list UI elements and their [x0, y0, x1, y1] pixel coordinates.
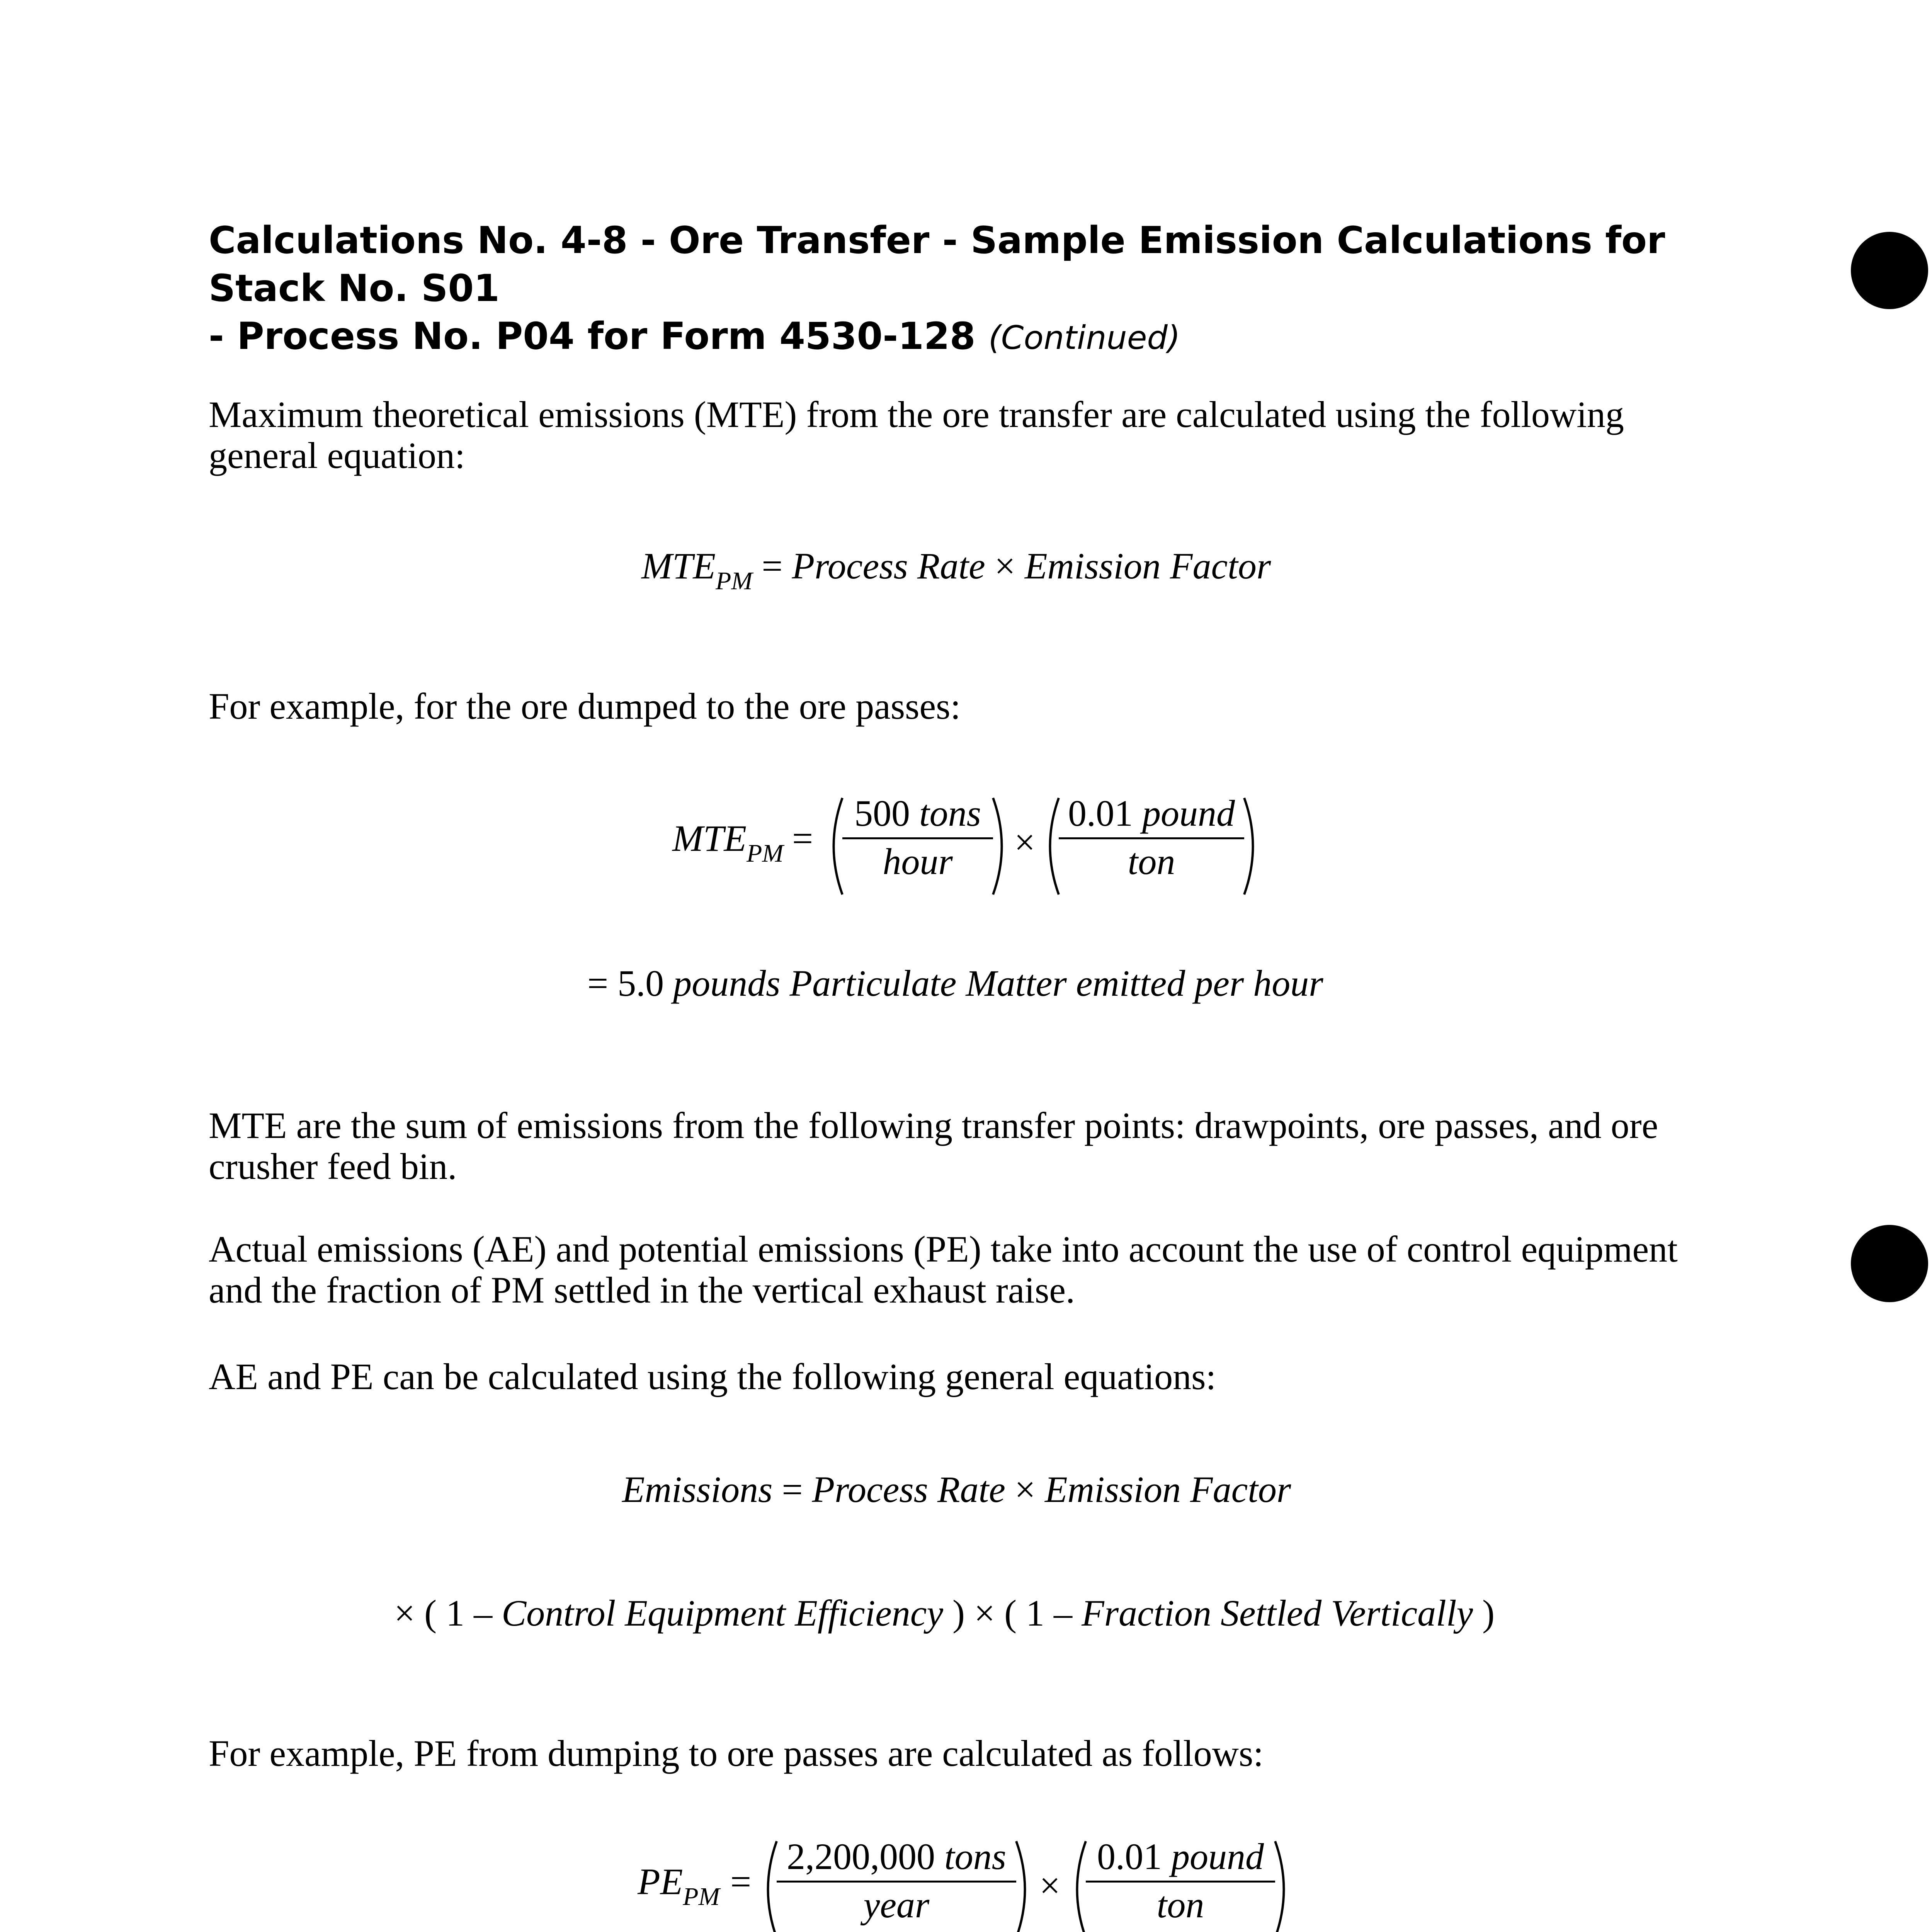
eq-fac-minus-1: –: [474, 1592, 493, 1634]
eq-ex-times: ×: [1014, 821, 1036, 863]
eq-em-equals: =: [782, 1469, 803, 1510]
binder-hole-middle: [1851, 1225, 1928, 1302]
eq-fac-close-1: ): [952, 1592, 965, 1634]
eq-pe-f1-num-unit: tons: [944, 1836, 1007, 1877]
eq-pe-f1-denominator: year: [863, 1884, 930, 1925]
eq-ex-lhs-sub: PM: [747, 839, 784, 867]
eq-ex-fraction-1: [842, 794, 993, 881]
eq-mte-lhs: MTE: [641, 545, 716, 587]
section-heading: [209, 216, 1754, 362]
eq-fac-open-2: ( 1: [1004, 1592, 1045, 1634]
eq-ex-f2-num-unit: pound: [1142, 793, 1235, 834]
eq-pe-lhs-sub: PM: [683, 1883, 720, 1911]
eq-pe-f1-numerator: [777, 1837, 1016, 1883]
eq-pe-equals: =: [730, 1861, 752, 1902]
eq-em-times: ×: [1014, 1469, 1036, 1510]
eq-mte-rhs-2: Emission Factor: [1024, 545, 1271, 587]
heading-line-1: Calculations No. 4-8 - Ore Transfer - Sample Emission Calculations for Stack No. S01: [209, 219, 1665, 310]
eq-fac-term-1: Control Equipment Efficiency: [502, 1592, 943, 1634]
eq-pe-paren-2-right: [1271, 1839, 1294, 1932]
eq-pe-f2-num-unit: pound: [1171, 1836, 1264, 1877]
eq-fac-term-2: Fraction Settled Vertically: [1082, 1592, 1473, 1634]
eq-pe-f1-num-value: 2,200,000: [786, 1836, 935, 1877]
eq-ex-paren-1-right: [989, 796, 1012, 896]
eq-ex-f1-num-value: 500: [854, 793, 910, 834]
eq-em-rhs-2: Emission Factor: [1044, 1469, 1291, 1510]
eq-pe-fraction-1: [777, 1837, 1016, 1924]
paragraph-example-ore: For example, for the ore dumped to the ore passes:: [209, 685, 961, 727]
eq-em-rhs-1: Process Rate: [812, 1469, 1005, 1510]
eq-mte-equals: =: [762, 545, 783, 587]
eq-fac-open-1: ( 1: [424, 1592, 465, 1634]
eq-ex-f2-numerator: [1059, 794, 1244, 839]
equation-mte-result: [587, 962, 1323, 1005]
eq-mte-lhs-sub: PM: [716, 567, 753, 595]
heading-continued: (Continued): [988, 319, 1180, 357]
paragraph-ae-pe: Actual emissions (AE) and potential emissions (PE) take into account the use of control equipment and the fraction of PM settled in the vertical exhaust raise.: [209, 1228, 1678, 1311]
eq-pe-fraction-2: [1086, 1837, 1275, 1924]
equation-emissions-factors: [394, 1592, 1495, 1634]
eq-fac-times-2: ×: [974, 1592, 995, 1634]
equation-emissions-general: [622, 1468, 1291, 1511]
equation-mte-general: [641, 545, 1271, 595]
eq-ex-lhs: [672, 818, 784, 867]
eq-ex-equals: =: [792, 818, 813, 859]
paragraph-ae-pe-calc: AE and PE can be calculated using the following general equations:: [209, 1356, 1216, 1397]
eq-ex-f2-denominator: ton: [1128, 841, 1175, 882]
eq-fac-minus-2: –: [1054, 1592, 1073, 1634]
eq-pe-lhs: [638, 1861, 720, 1911]
eq-fac-times-1: ×: [394, 1592, 415, 1634]
eq-mte-times: ×: [994, 545, 1015, 587]
binder-hole-top: [1851, 232, 1928, 309]
eq-ex-f1-numerator: [842, 794, 993, 839]
heading-line-2-text: - Process No. P04 for Form 4530-128: [209, 315, 976, 358]
paragraph-mte-intro: Maximum theoretical emissions (MTE) from the ore transfer are calculated using the following general equation:: [209, 394, 1624, 476]
eq-ex-fraction-2: [1059, 794, 1244, 881]
eq-pe-paren-1-right: [1012, 1839, 1036, 1932]
eq-ex-lhs-text: MTE: [672, 818, 747, 859]
heading-line-2: [209, 312, 1754, 362]
eq-pe-lhs-text: PE: [638, 1861, 683, 1902]
eq-mte-rhs-1: Process Rate: [792, 545, 985, 587]
eq-pe-f2-num-value: 0.01: [1097, 1836, 1162, 1877]
eq-fac-close-2: ): [1482, 1592, 1495, 1634]
eq-result-equals: =: [587, 963, 609, 1004]
eq-ex-paren-2-right: [1240, 796, 1264, 896]
eq-pe-f2-numerator: [1086, 1837, 1275, 1883]
paragraph-pe-example: For example, PE from dumping to ore passes are calculated as follows:: [209, 1733, 1264, 1774]
eq-result-value: 5.0: [617, 963, 664, 1004]
eq-pe-f2-denominator: ton: [1156, 1884, 1204, 1925]
eq-pe-times: ×: [1039, 1865, 1061, 1906]
eq-ex-f1-denominator: hour: [883, 841, 953, 882]
paragraph-mte-sum: MTE are the sum of emissions from the following transfer points: drawpoints, ore passes, and ore crusher feed bin.: [209, 1105, 1658, 1187]
eq-result-text: pounds Particulate Matter emitted per hour: [673, 963, 1323, 1004]
eq-ex-f2-num-value: 0.01: [1068, 793, 1133, 834]
eq-em-lhs: Emissions: [622, 1469, 773, 1510]
eq-ex-f1-num-unit: tons: [919, 793, 981, 834]
